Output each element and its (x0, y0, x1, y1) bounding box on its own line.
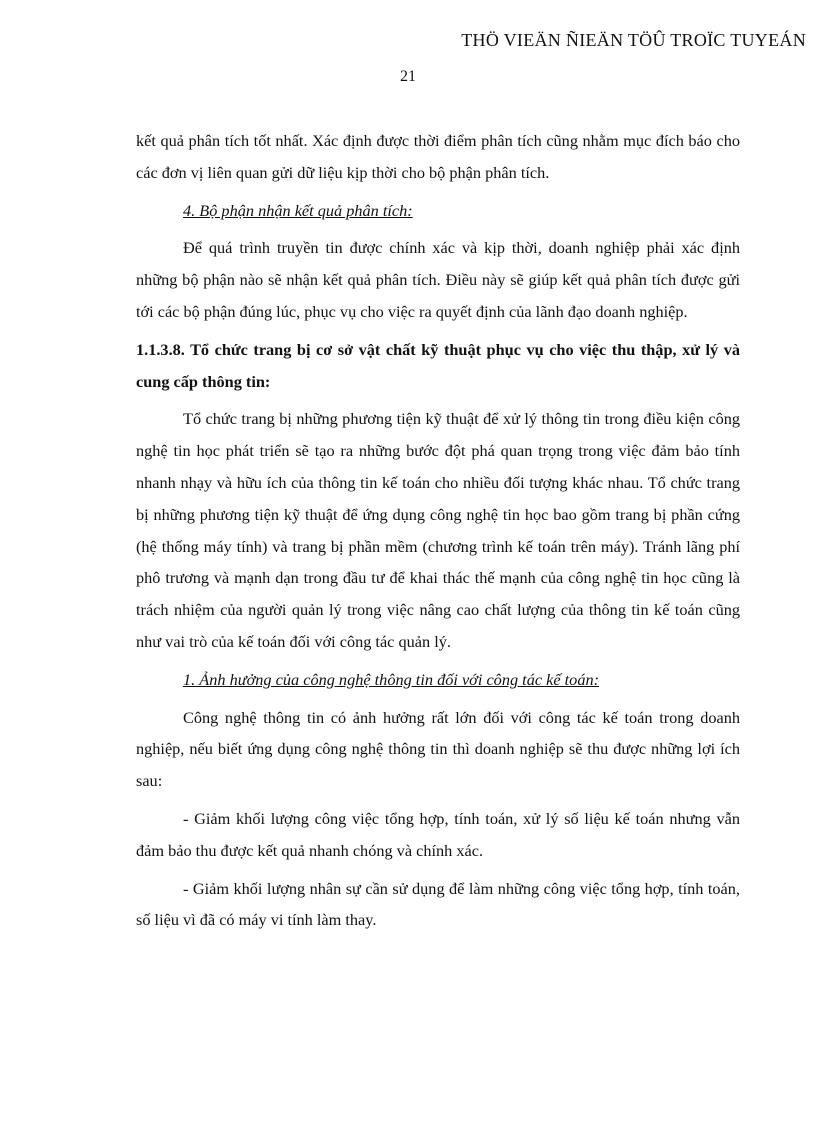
document-body (136, 125, 740, 942)
paragraph-continued: kết quả phân tích tốt nhất. Xác định được thời điểm phân tích cũng nhằm mục đích báo cho các đơn vị liên quan gửi dữ liệu kịp thời cho bộ phận phân tích. (136, 131, 740, 182)
subheading-analysis-recipients: 4. Bộ phận nhận kết quả phân tích: (183, 200, 413, 220)
benefit-item-staffing: - Giảm khối lượng nhân sự cần sử dụng để làm những công việc tổng hợp, tính toán, số liệu vì đã có máy vi tính làm thay. (136, 878, 740, 930)
benefit-item-workload: - Giảm khối lượng công việc tổng hợp, tính toán, xử lý số liệu kế toán nhưng vẫn đảm bảo thu được kết quả nhanh chóng và chính xác. (136, 808, 740, 860)
page-number: 21 (400, 68, 416, 85)
section-heading-1-1-3-8: 1.1.3.8. Tổ chức trang bị cơ sở vật chất kỹ thuật phục vụ cho việc thu thập, xử lý và cung cấp thông tin: (136, 339, 740, 391)
library-header-title: THÖ VIEÄN ÑIEÄN TÖÛ TROÏC TUYEÁN (461, 30, 806, 50)
paragraph-recipients: Để quá trình truyền tin được chính xác và kịp thời, doanh nghiệp phải xác định những bộ phận nào sẽ nhận kết quả phân tích. Điều này sẽ giúp kết quả phân tích được gửi tới các bộ phận đúng lúc, phục vụ cho việc ra quyết định của lãnh đạo doanh nghiệp. (136, 238, 740, 321)
paragraph-equipment: Tổ chức trang bị những phương tiện kỹ thuật để xử lý thông tin trong điều kiện công nghệ tin học phát triển sẽ tạo ra những bước đột phá quan trọng trong việc đảm bảo tính nhanh nhạy và hữu ích của thông tin kế toán cho nhiều đối tượng khác nhau. Tổ chức trang bị những phương tiện kỹ thuật để ứng dụng công nghệ tin học bao gồm trang bị phần cứng (hệ thống máy tính) và trang bị phần mềm (chương trình kế toán trên máy). Tránh lãng phí phô trương và mạnh dạn trong đầu tư để khai thác thế mạnh của công nghệ tin học cũng là trách nhiệm của người quản lý trong việc nâng cao chất lượng của thông tin kế toán cũng như vai trò của kế toán đối với công tác quản lý. (136, 409, 740, 651)
paragraph-it-benefits: Công nghệ thông tin có ảnh hưởng rất lớn đối với công tác kế toán trong doanh nghiệp, nếu biết ứng dụng công nghệ thông tin thì doanh nghiệp sẽ thu được những lợi ích sau: (136, 707, 740, 791)
subheading-it-impact: 1. Ảnh hưởng của công nghệ thông tin đối với công tác kế toán: (183, 669, 600, 689)
